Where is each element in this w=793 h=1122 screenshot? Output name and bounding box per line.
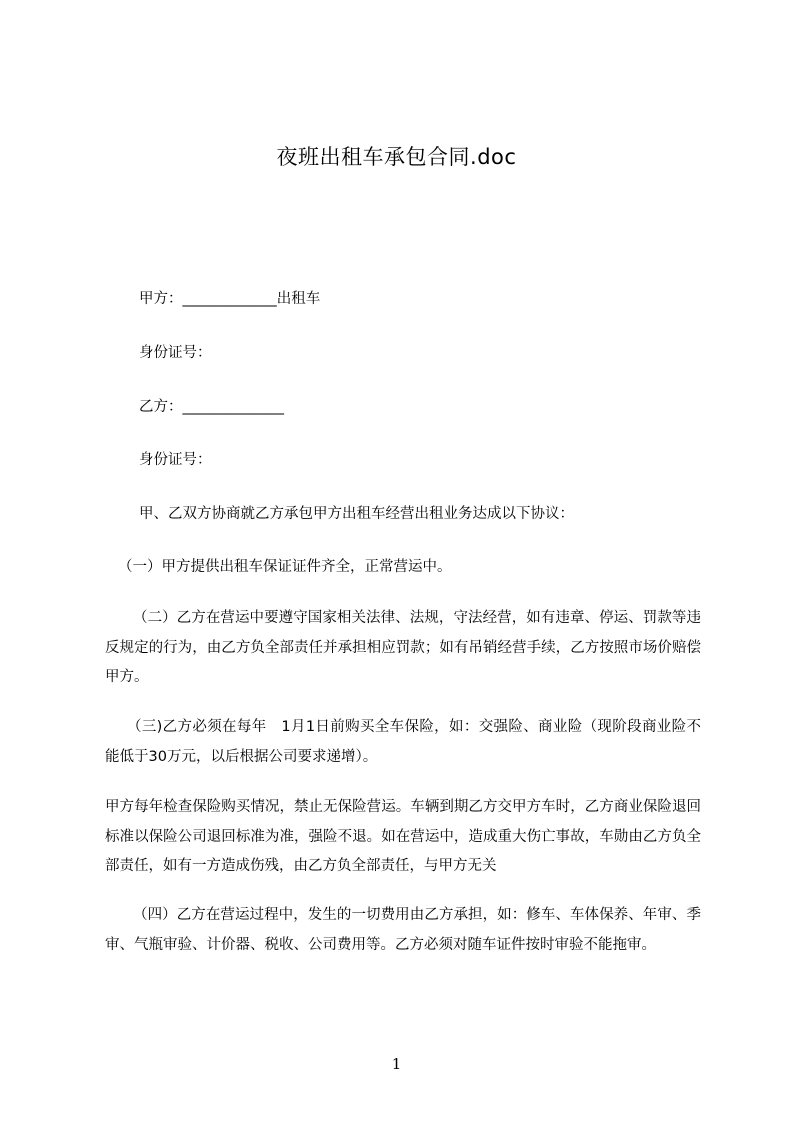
document-title: 夜班出租车承包合同.doc (276, 145, 517, 169)
clause-3-supplement-paragraph: 甲方每年检查保险购买情况，禁止无保险营运。车辆到期乙方交甲方车时，乙方商业保险退回标准以保险公司退回标准为准，强险不退。如在营运中，造成重大伤亡事故，车勋由乙方负全部责任，如有一方造成伤残，由乙方负全部责任，与甲方无关 (105, 799, 701, 874)
party-b-id-line: 身份证号： (139, 452, 212, 468)
party-b-line: 乙方：______________ (139, 399, 284, 415)
page-number: 1 (391, 1055, 402, 1073)
intro-paragraph: 甲、乙双方协商就乙方承包甲方出租车经营出租业务达成以下协议： (139, 506, 574, 522)
clause-4-paragraph: （四）乙方在营运过程中，发生的一切费用由乙方承担，如：修车、车体保养、年审、季审、气瓶审验、计价器、税收、公司费用等。乙方必须对随车证件按时审验不能拖审。 (105, 907, 701, 953)
party-a-id-line: 身份证号： (139, 345, 212, 361)
clause-3-paragraph: （三)乙方必须在每年 1月1日前购买全车保险，如：交强险、商业险（现阶段商业险不能低于30万元，以后根据公司要求递增）。 (105, 719, 701, 765)
clause-1-paragraph: （一）甲方提供出租车保证证件齐全，正常营运中。 (118, 559, 452, 575)
party-a-line: 甲方：_____________出租车 (139, 291, 321, 307)
clause-2-paragraph: （二）乙方在营运中要遵守国家相关法律、法规，守法经营，如有违章、停运、罚款等违反规定的行为，由乙方负全部责任并承担相应罚款；如有吊销经营手续，乙方按照市场价赔偿甲方。 (105, 610, 701, 685)
